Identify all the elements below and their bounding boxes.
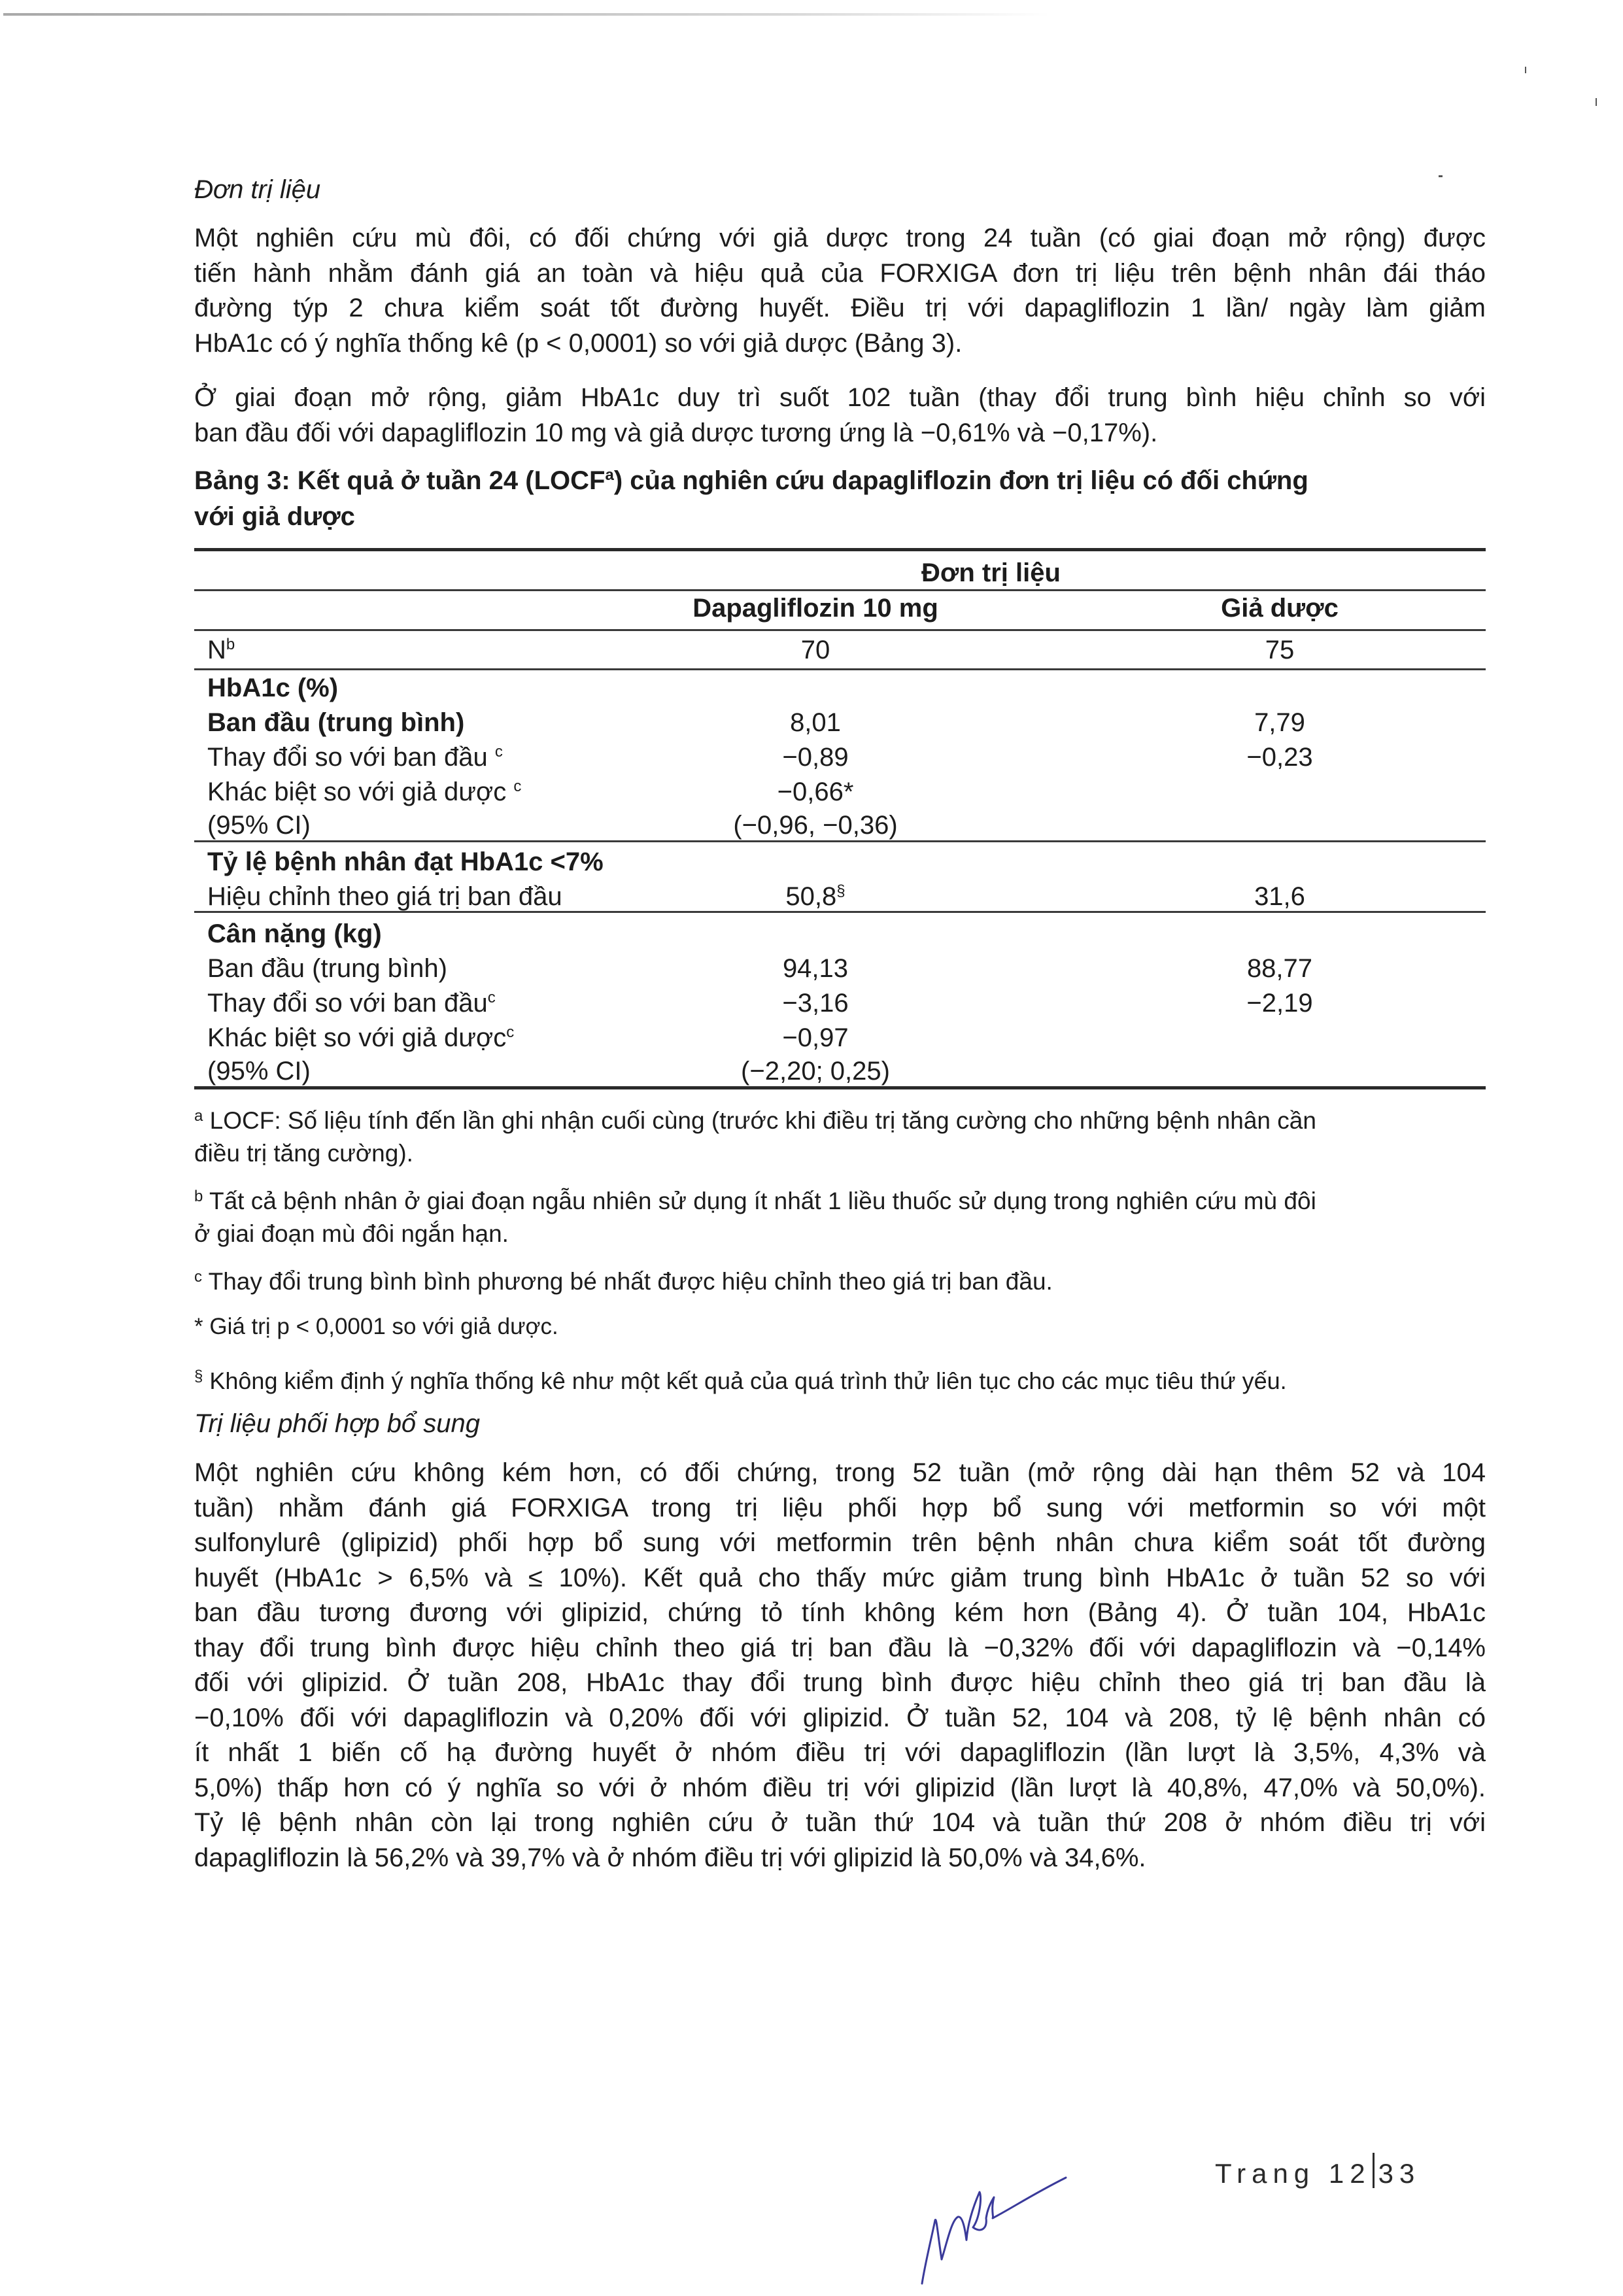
footnote-star: * Giá trị p < 0,0001 so với giả dược. <box>194 1314 558 1339</box>
cell-hba1c-baseline-dapagliflozin: 8,01 <box>790 708 841 737</box>
text-line: tuần) nhằm đánh giá FORXIGA trong trị liệu phối hợp bổ sung với metformin so với một <box>194 1493 1486 1522</box>
footnote-marker: a <box>605 466 614 484</box>
scan-speck <box>1439 175 1443 177</box>
table-rule <box>194 589 1486 591</box>
section-heading-addon: Trị liệu phối hợp bổ sung <box>194 1409 481 1438</box>
text-line: 5,0%) thấp hơn có ý nghĩa so với ở nhóm điều trị với glipizid (lần lượt là 40,8%, 47,0% và 50,0%). <box>194 1773 1486 1802</box>
text-line: dapagliflozin là 56,2% và 39,7% và ở nhóm điều trị với glipizid là 50,0% và 34,6%. <box>194 1843 1146 1872</box>
text-line: huyết (HbA1c > 6,5% và ≤ 10%). Kết quả cho thấy mức giảm trung bình HbA1c ở tuần 52 so với <box>194 1563 1486 1592</box>
text-line: ít nhất 1 biến cố hạ đường huyết ở nhóm điều trị với dapagliflozin (lần lượt là 3,5%, 4,3% và <box>194 1738 1486 1767</box>
signature-icon <box>896 2145 1092 2295</box>
paragraph-addon-study <box>194 1456 1486 1876</box>
text-line: Một nghiên cứu mù đôi, có đối chứng với giả dược trong 24 tuần (có giai đoạn mở rộng) được <box>194 224 1486 252</box>
footnote-a: $^a$ LOCF: Số liệu tính đến lần ghi nhận cuối cùng (trước khi điều trị tăng cường cho những bệnh nhân cần điều trị tăng cường). <box>194 1107 1316 1167</box>
row-group-hba1c: HbA1c (%) <box>207 674 339 702</box>
text-line: tiến hành nhằm đánh giá an toàn và hiệu quả của FORXIGA đơn trị liệu trên bệnh nhân đái tháo <box>194 258 1486 288</box>
cell-n-dapagliflozin: 70 <box>800 636 830 664</box>
text-line: thay đổi trung bình được hiệu chỉnh theo giá trị ban đầu là −0,32% đối với dapagliflozin và −0,14% <box>194 1633 1486 1662</box>
row-label-proportion-adjusted: Hiệu chỉnh theo giá trị ban đầu <box>207 882 562 911</box>
cell-hba1c-change-dapagliflozin: −0,89 <box>782 743 849 772</box>
scan-speck <box>1525 67 1526 73</box>
row-group-weight: Cân nặng (kg) <box>207 919 382 948</box>
text-line: đối với glipizid. Ở tuần 208, HbA1c thay đổi trung bình được hiệu chỉnh theo giá trị ban đầu là <box>194 1668 1486 1697</box>
table-rule-bottom <box>194 1086 1486 1089</box>
row-label-hba1c-baseline: Ban đầu (trung bình) <box>207 708 465 737</box>
text-line: HbA1c có ý nghĩa thống kê (p < 0,0001) so với giả dược (Bảng 3). <box>194 328 963 358</box>
text-line: ban đầu đối với dapagliflozin 10 mg và giả dược tương ứng là −0,61% và −0,17%). <box>194 418 1158 447</box>
cell-weight-ci-dapagliflozin: (−2,20; 0,25) <box>741 1057 890 1086</box>
row-group-proportion: Tỷ lệ bệnh nhân đạt HbA1c <7% <box>207 848 604 876</box>
text-line: Một nghiên cứu không kém hơn, có đối chứng, trong 52 tuần (mở rộng dài hạn thêm 52 và 104 <box>194 1458 1486 1487</box>
table-caption <box>194 463 1486 535</box>
cell-hba1c-diff-dapagliflozin: −0,66* <box>777 778 854 806</box>
row-label-weight-baseline: Ban đầu (trung bình) <box>207 954 447 983</box>
scan-speck <box>1596 98 1597 106</box>
paragraph-extension-phase <box>194 381 1486 451</box>
cell-hba1c-baseline-placebo: 7,79 <box>1254 708 1305 737</box>
section-heading-monotherapy: Đơn trị liệu <box>194 175 321 204</box>
row-label-weight-ci: (95% CI) <box>207 1057 311 1086</box>
cell-proportion-dapagliflozin: 50,8§ <box>785 882 846 911</box>
row-label-hba1c-ci: (95% CI) <box>207 811 311 840</box>
row-label-n: $N^b$ <box>207 636 235 664</box>
cell-weight-change-placebo: −2,19 <box>1246 989 1313 1018</box>
footnote-section: § Không kiểm định ý nghĩa thống kê như một kết quả của quá trình thử liên tục cho các mục tiêu thứ yếu. <box>194 1367 1287 1394</box>
table-rule <box>194 911 1486 913</box>
page-number: Trang 12 33 <box>1215 2153 1420 2189</box>
cell-weight-diff-dapagliflozin: −0,97 <box>782 1023 849 1052</box>
page-separator <box>1373 2153 1375 2188</box>
footnote-b: $^b$ Tất cả bệnh nhân ở giai đoạn ngẫu nhiên sử dụng ít nhất 1 liều thuốc sử dụng trong nghiên cứu mù đôi ở giai đoạn mù đôi ngắn hạn. <box>194 1188 1316 1247</box>
column-header-placebo: Giả dược <box>1221 594 1339 623</box>
scan-edge-line <box>3 13 1050 16</box>
text-line: sulfonylurê (glipizid) phối hợp bổ sung với metformin trên bệnh nhân chưa kiểm soát tốt đường <box>194 1528 1486 1557</box>
cell-weight-baseline-dapagliflozin: 94,13 <box>782 954 849 983</box>
footnote-c: $^c$ Thay đổi trung bình bình phương bé nhất được hiệu chỉnh theo giá trị ban đầu. <box>194 1268 1053 1295</box>
table-rule <box>194 840 1486 842</box>
text-line: Tỷ lệ bệnh nhân còn lại trong nghiên cứu ở tuần thứ 104 và tuần thứ 208 ở nhóm điều trị với <box>194 1808 1486 1837</box>
caption-line: với giả dược <box>194 502 355 531</box>
text-line: −0,10% đối với dapagliflozin và 0,20% đối với glipizid. Ở tuần 52, 104 và 208, tỷ lệ bệnh nhân có <box>194 1703 1486 1732</box>
cell-n-placebo: 75 <box>1265 636 1295 664</box>
paragraph-monotherapy-study <box>194 221 1486 361</box>
cell-weight-change-dapagliflozin: −3,16 <box>782 989 849 1018</box>
table-rule <box>194 668 1486 670</box>
text-line: đường týp 2 chưa kiểm soát tốt đường huyết. Điều trị với dapagliflozin 1 lần/ ngày làm giảm <box>194 294 1486 322</box>
cell-weight-baseline-placebo: 88,77 <box>1246 954 1313 983</box>
text-line: Ở giai đoạn mở rộng, giảm HbA1c duy trì suốt 102 tuần (thay đổi trung bình hiệu chỉnh so với <box>194 383 1486 412</box>
table-rule-top <box>194 548 1486 551</box>
cell-proportion-placebo: 31,6 <box>1254 882 1305 911</box>
row-label-weight-change: Thay đổi so với ban đầu$^c$ <box>207 989 496 1018</box>
column-header-dapagliflozin: Dapagliflozin 10 mg <box>692 594 938 623</box>
cell-hba1c-change-placebo: −0,23 <box>1246 743 1313 772</box>
table-rule <box>194 629 1486 631</box>
row-label-weight-diff: Khác biệt so với giả dược$^c$ <box>207 1023 515 1052</box>
table-group-header: Đơn trị liệu <box>921 558 1061 587</box>
cell-hba1c-ci-dapagliflozin: (−0,96, −0,36) <box>733 811 898 840</box>
text-line: ban đầu tương đương với glipizid, chứng tỏ tính không kém hơn (Bảng 4). Ở tuần 104, HbA1c <box>194 1598 1486 1627</box>
row-label-hba1c-change: Thay đổi so với ban đầu $^c$ <box>207 743 503 772</box>
row-label-hba1c-diff: Khác biệt so với giả dược $^c$ <box>207 778 522 806</box>
caption-line: Bảng 3: Kết quả ở tuần 24 (LOCF$^a$) của nghiên cứu dapagliflozin đơn trị liệu có đối chứng <box>194 466 1308 495</box>
